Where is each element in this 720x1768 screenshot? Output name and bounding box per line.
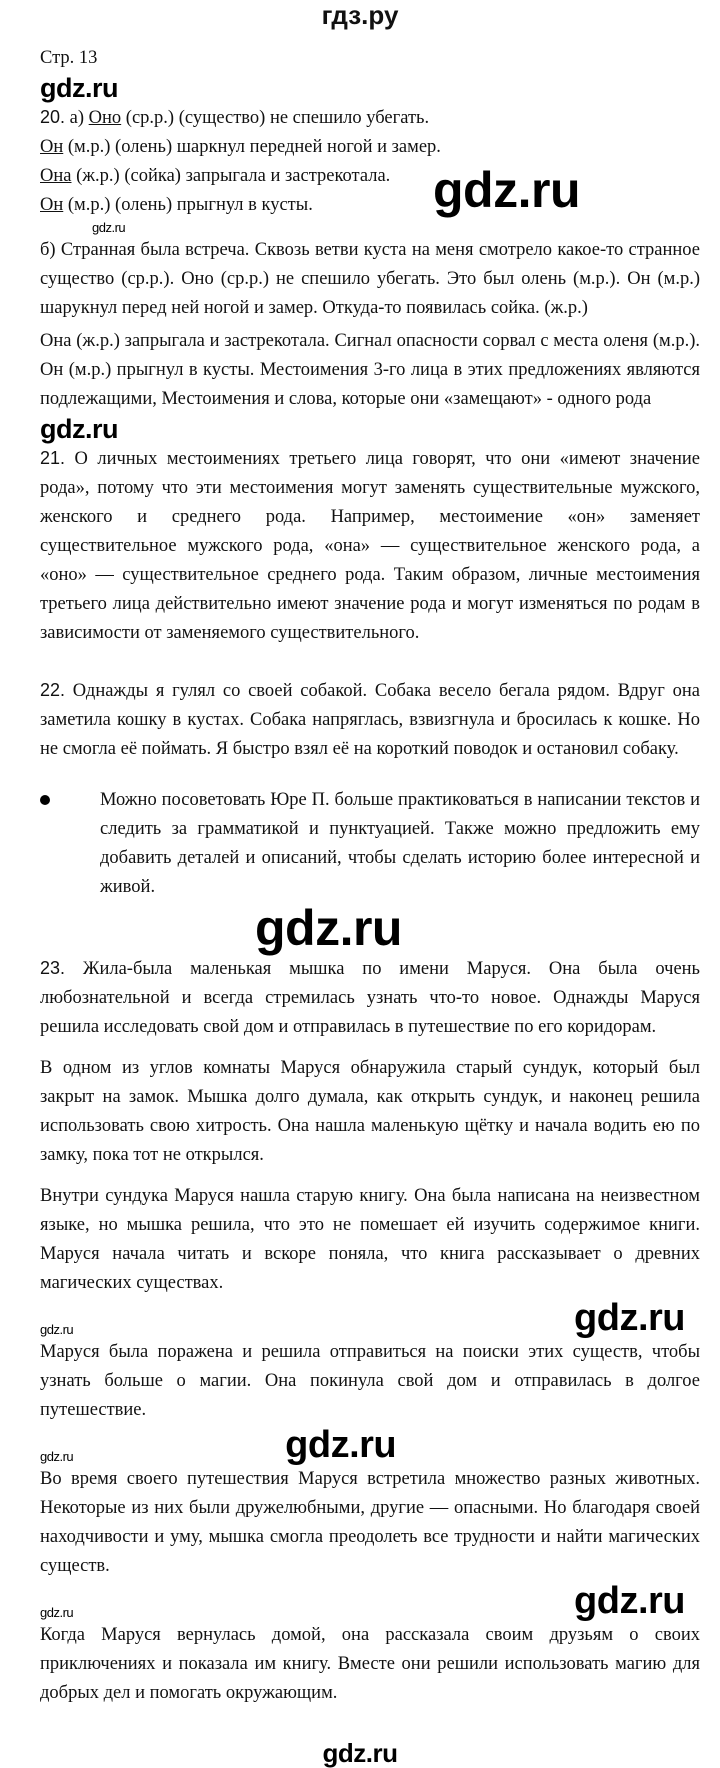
watermark: gdz.ru: [40, 414, 118, 444]
watermark: gdz.ru: [92, 220, 126, 235]
task21-paragraph: [40, 444, 700, 648]
watermark: gdz.ru: [40, 73, 118, 103]
page-label: Стр. 13: [40, 48, 98, 68]
watermark-row: [40, 1298, 700, 1338]
task22-paragraph: [40, 676, 700, 764]
task23-paragraph: Во время своего путешествия Маруся встретила множество разных животных. Некоторые из них были дружелюбными, другие — опасными. Но благодаря своей находчивости и уму, мышка смогла преодолеть все трудности и найти магических существ.: [40, 1469, 700, 1576]
site-header-title[interactable]: гдз.ру: [321, 0, 399, 30]
watermark-row: [40, 1425, 700, 1465]
task20-b-paragraph: б) Странная была встреча. Сквозь ветви куста на меня смотрело какое-то странное существо (ср.р.). Оно (ср.р.) не спешило убегать. Это был олень (м.р.). Он (м.р.) шарукнул перед ней ногой и замер. Откуда-то появилась сойка. (ж.р.): [40, 240, 700, 318]
watermark-row: [40, 1581, 700, 1621]
task20-b-paragraph: Она (ж.р.) запрыгала и застрекотала. Сигнал опасности сорвал с места оленя (м.р.). Он (м.р.) прыгнул в кусты. Местоимения 3-го лица в этих предложениях являются подлежащими, Местоимения и слова, которые они «замещают» - одного рода: [40, 331, 700, 409]
footer-watermark: gdz.ru: [322, 1738, 398, 1768]
task20-line-a: [40, 103, 700, 133]
document-body: [40, 30, 700, 1708]
task20-line: [40, 191, 700, 220]
paragraph-text: Жила-была маленькая мышка по имени Маруся. Она была очень любознательной и всегда стремилась узнать что-то новое. Однажды Маруся решила исследовать свой дом и отправилась в путешествие по его коридорам.: [40, 959, 700, 1037]
sentence-rest: (ж.р.) (сойка) запрыгала и застрекотала.: [71, 166, 391, 186]
watermark: gdz.ru: [40, 1449, 74, 1464]
task23-paragraph: Когда Маруся вернулась домой, она рассказала своим друзьям о своих приключениях и показала им книгу. Вместе они решили использовать магию для добрых дел и помогать окружающим.: [40, 1625, 700, 1703]
watermark: gdz.ru: [40, 1605, 74, 1620]
task-number: 20.: [40, 107, 66, 127]
bullet-text: Можно посоветовать Юре П. больше практиковаться в написании текстов и следить за грамматикой и пунктуацией. Также можно предложить ему добавить деталей и описаний, чтобы сделать историю более интересной и живой.: [100, 790, 700, 897]
item-prefix: а): [69, 108, 85, 128]
pronoun: Оно: [88, 108, 122, 128]
task20-a-block: [40, 103, 700, 220]
task23-paragraph: [40, 954, 700, 1042]
watermark: gdz.ru: [574, 1297, 685, 1339]
watermark: gdz.ru: [285, 1424, 397, 1466]
pronoun: Он: [40, 137, 64, 157]
sentence-rest: (ср.р.) (существо) не спешило убегать.: [121, 108, 430, 128]
watermark: gdz.ru: [40, 1322, 74, 1337]
watermark: gdz.ru: [255, 900, 402, 956]
task-number: 21.: [40, 448, 66, 468]
task-number: 23.: [40, 958, 66, 978]
pronoun: Он: [40, 195, 64, 215]
sentence-rest: (м.р.) (олень) прыгнул в кусты.: [63, 195, 313, 215]
task23-paragraph: Внутри сундука Маруся нашла старую книгу. Она была написана на неизвестном языке, но мышка решила, что это не помешает ей изучить содержимое книги. Маруся начала читать и вскоре поняла, что книга рассказывает о древних магических существах.: [40, 1186, 700, 1293]
paragraph-text: Однажды я гулял со своей собакой. Собака весело бегала рядом. Вдруг она заметила кошку в кустах. Собака напряглась, взвизгнула и бросилась к кошке. Но не смогла её поймать. Я быстро взял её на короткий поводок и остановил собаку.: [40, 681, 700, 759]
watermark: gdz.ru: [433, 162, 580, 218]
pronoun: Она: [40, 166, 72, 186]
task-number: 22.: [40, 680, 66, 700]
watermark: gdz.ru: [574, 1580, 685, 1622]
bullet-icon: [40, 795, 50, 805]
sentence-rest: (м.р.) (олень) шаркнул передней ногой и замер.: [63, 137, 441, 157]
task20-line: [40, 162, 700, 191]
task20-line: [40, 133, 700, 162]
paragraph-text: О личных местоимениях третьего лица говорят, что они «имеют значение рода», потому что эти местоимения могут заменять существительные мужского, женского и среднего рода. Например, местоимение «он» заменяет существительное мужского рода, «она» — существительное женского рода, а «оно» — существительное среднего рода. Таким образом, личные местоимения третьего лица действительно имеют значение рода и могут изменяться по родам в зависимости от заменяемого существительного.: [40, 449, 700, 643]
task23-paragraph: Маруся была поражена и решила отправиться на поиски этих существ, чтобы узнать больше о магии. Она покинула свой дом и отправилась в долгое путешествие.: [40, 1342, 700, 1420]
task23-paragraph: В одном из углов комнаты Маруся обнаружила старый сундук, который был закрыт на замок. Мышка долго думала, как открыть сундук, и наконец решила использовать свою хитрость. Она нашла маленькую щётку и начала водить ею по замку, пока тот не открылся.: [40, 1058, 700, 1165]
bullet-item: [40, 786, 700, 902]
